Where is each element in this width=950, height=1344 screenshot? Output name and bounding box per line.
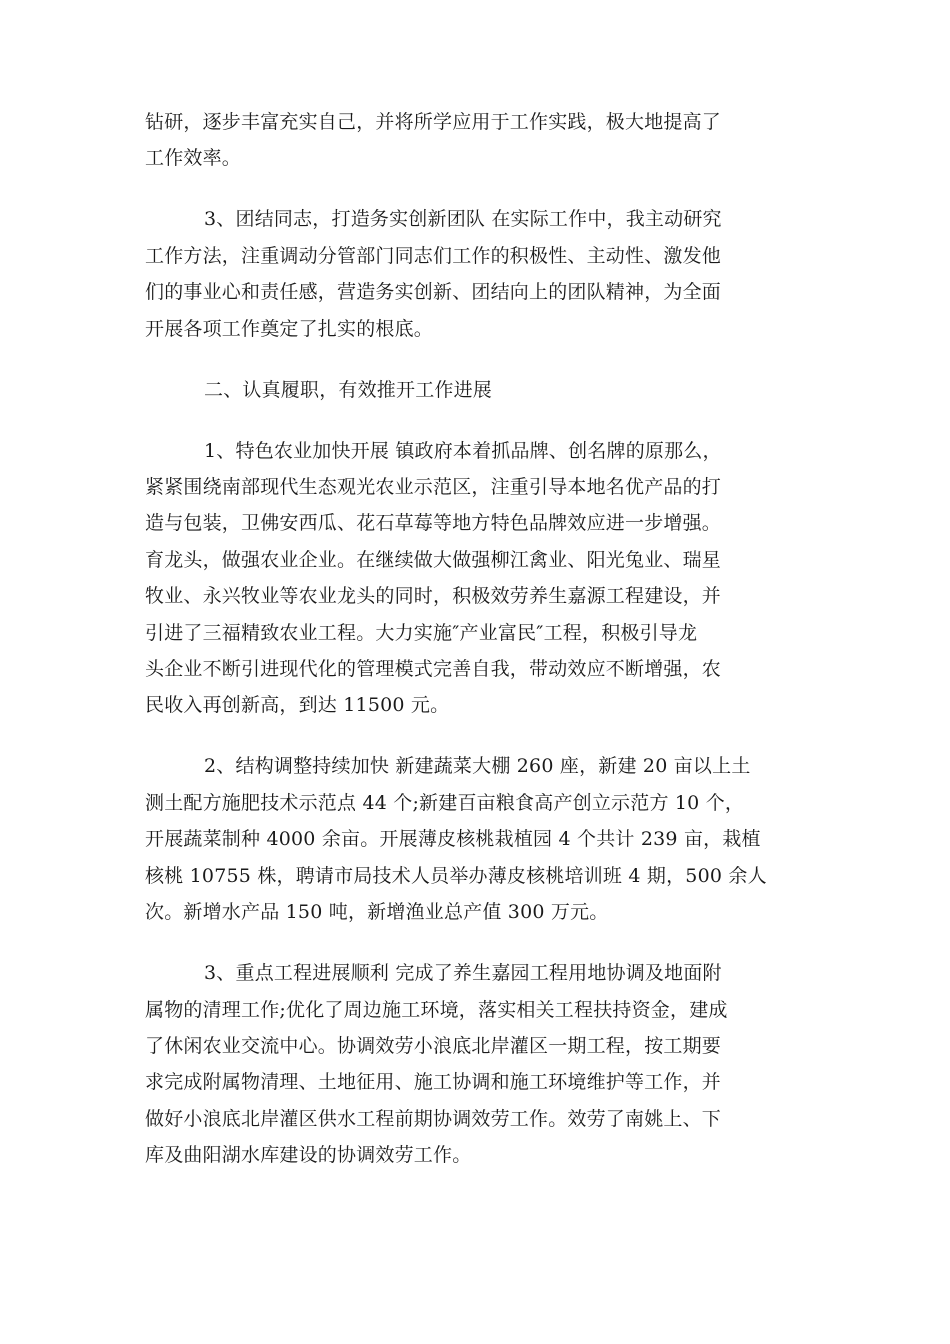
paragraph-structural-adjustment	[145, 748, 805, 930]
text-line: 钻研，逐步丰富充实自己，并将所学应用于工作实践，极大地提高了	[145, 111, 722, 133]
text-line: 紧紧围绕南部现代生态观光农业示范区，注重引导本地名优产品的打	[145, 476, 722, 499]
paragraph-self-study	[145, 104, 805, 177]
text-line: 3、重点工程进展顺利 完成了养生嘉园工程用地协调及地面附	[204, 962, 722, 985]
text-line: 了休闲农业交流中心。协调效劳小浪底北岸灌区一期工程，按工期要	[145, 1034, 722, 1057]
text-line: 工作效率。	[145, 147, 242, 170]
text-line: 属物的清理工作;优化了周边施工环境，落实相关工程扶持资金，建成	[145, 998, 728, 1021]
text-line: 1、特色农业加快开展 镇政府本着抓品牌、创名牌的原那么，	[204, 439, 722, 462]
text-line: 育龙头，做强农业企业。在继续做大做强柳江禽业、阳光兔业、瑞星	[145, 548, 722, 571]
text-line: 求完成附属物清理、土地征用、施工协调和施工环境维护等工作，并	[145, 1071, 722, 1094]
text-line: 开展各项工作奠定了扎实的根底。	[145, 317, 434, 340]
text-line: 测土配方施肥技术示范点 44 个;新建百亩粮食高产创立示范方 10 个，	[145, 791, 745, 814]
text-line: 民收入再创新高，到达 11500 元。	[145, 694, 450, 717]
document-body	[145, 104, 805, 1198]
paragraph-specialty-agriculture	[145, 433, 805, 724]
text-line: 做好小浪底北岸灌区供水工程前期协调效劳工作。效劳了南姚上、下	[145, 1107, 722, 1130]
text-line: 工作方法，注重调动分管部门同志们工作的积极性、主动性、激发他	[145, 244, 722, 267]
text-line: 开展蔬菜制种 4000 余亩。开展薄皮核桃栽植园 4 个共计 239 亩，栽植	[145, 828, 761, 851]
text-line: 牧业、永兴牧业等农业龙头的同时，积极效劳养生嘉源工程建设，并	[145, 585, 722, 608]
text-line: 引进了三福精致农业工程。大力实施″产业富民″工程，积极引导龙	[145, 621, 698, 644]
paragraph-team-building	[145, 201, 805, 347]
section-heading	[145, 372, 805, 408]
text-line: 次。新增水产品 150 吨，新增渔业总产值 300 万元。	[145, 901, 609, 924]
paragraph-key-projects	[145, 955, 805, 1173]
text-line: 库及曲阳湖水库建设的协调效劳工作。	[145, 1144, 472, 1167]
text-line: 3、团结同志，打造务实创新团队 在实际工作中，我主动研究	[204, 208, 722, 231]
text-line: 们的事业心和责任感，营造务实创新、团结向上的团队精神，为全面	[145, 281, 722, 304]
heading-line: 二、认真履职，有效推开工作进展	[204, 378, 493, 401]
text-line: 2、结构调整持续加快 新建蔬菜大棚 260 座，新建 20 亩以上土	[204, 755, 751, 778]
text-line: 核桃 10755 株，聘请市局技术人员举办薄皮核桃培训班 4 期，500 余人	[145, 864, 767, 887]
text-line: 造与包装，卫佛安西瓜、花石草莓等地方特色品牌效应进一步增强。	[145, 512, 722, 535]
text-line: 头企业不断引进现代化的管理模式完善自我，带动效应不断增强，农	[145, 658, 722, 681]
